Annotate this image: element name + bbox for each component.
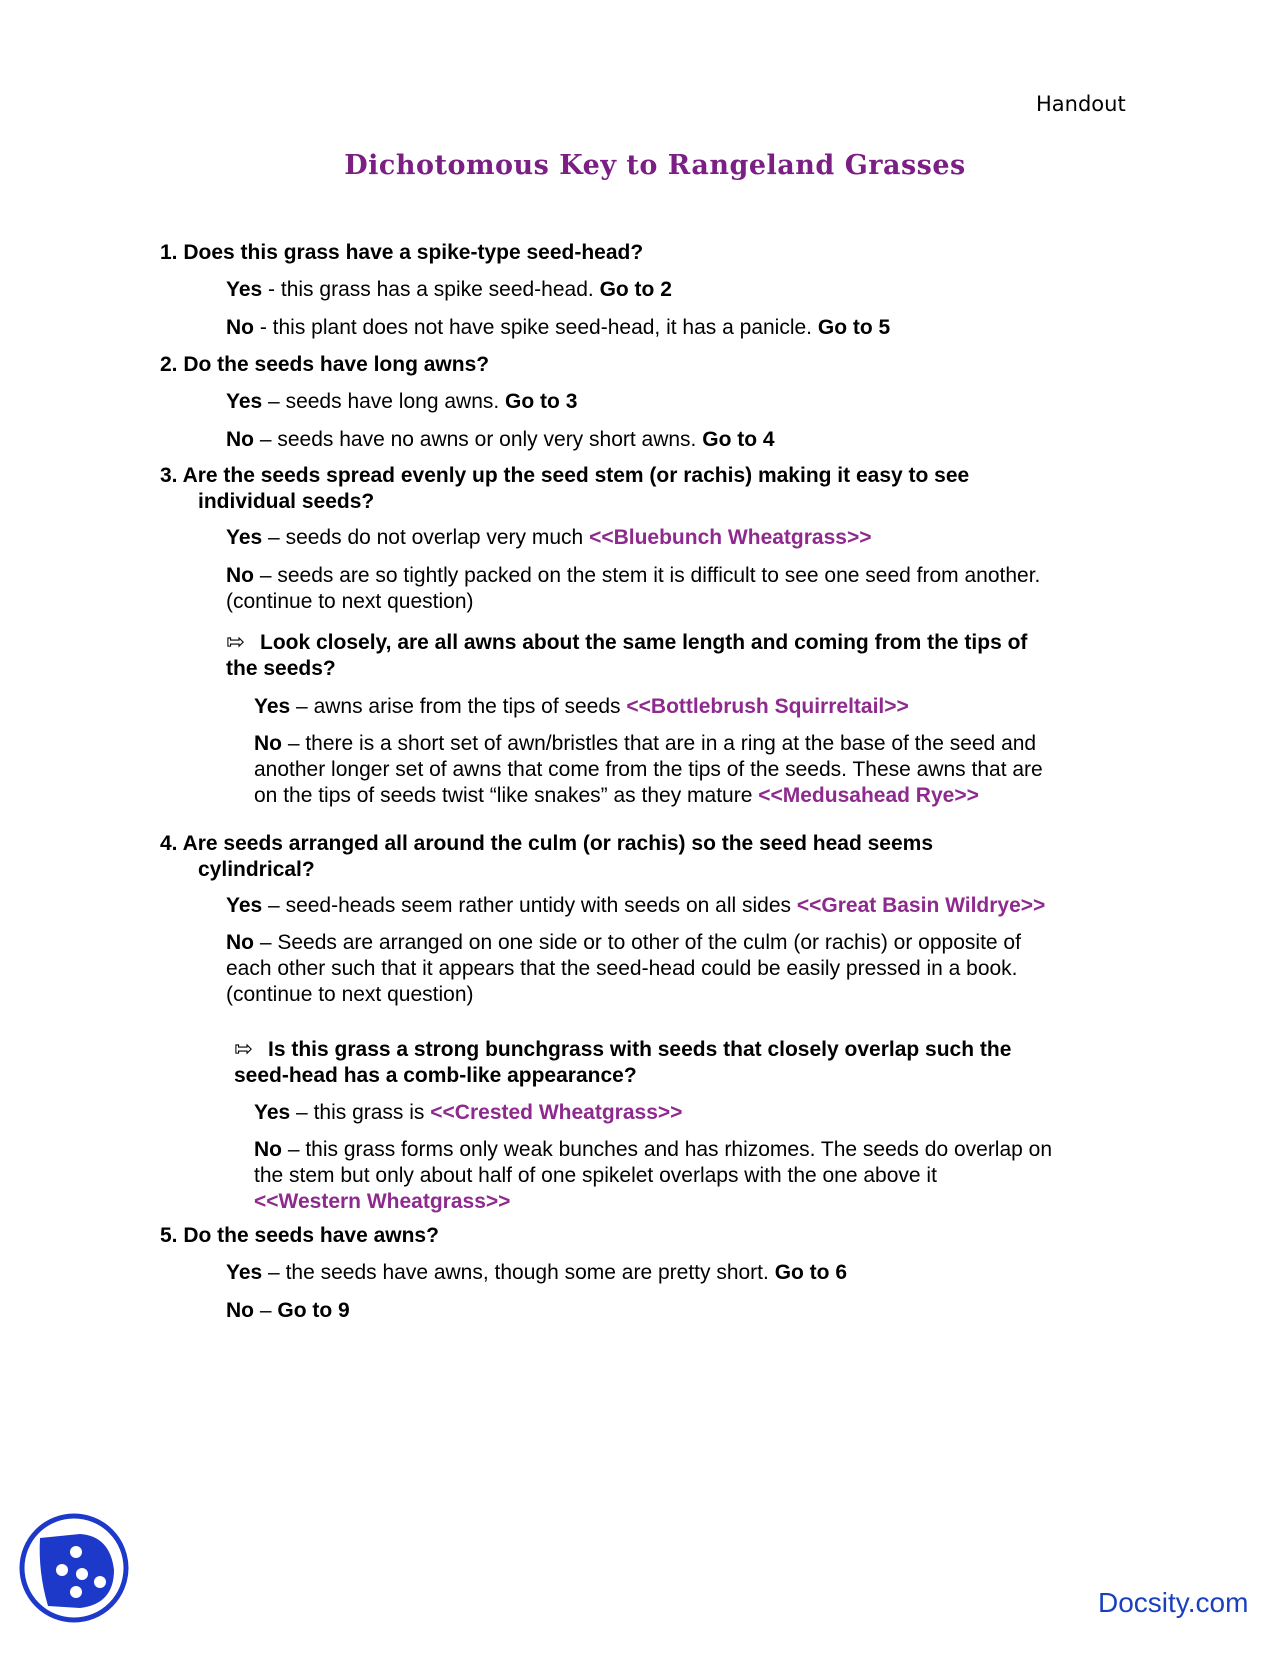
question-line: Look closely, are all awns about the same length and coming from the tips of (260, 631, 1028, 654)
page-title: Dichotomous Key to Rangeland Grasses (344, 150, 966, 181)
q5-yes (226, 1260, 847, 1286)
question-3 (160, 463, 969, 515)
q3-no (226, 563, 1040, 615)
question-line: the seeds? (226, 657, 336, 680)
answer-text: on the tips of seeds twist “like snakes” as they mature (254, 784, 759, 807)
question-2: 2. Do the seeds have long awns? (160, 353, 490, 376)
no-label: No (226, 428, 254, 451)
species-link-bottlebrush: <<Bottlebrush Squirreltail>> (626, 695, 909, 718)
q2-no (226, 427, 775, 453)
question-4 (160, 831, 933, 883)
no-label: No (226, 931, 254, 954)
answer-text: – there is a short set of awn/bristles that are in a ring at the base of the seed and (282, 732, 1037, 755)
goto-text: Go to 3 (505, 390, 578, 413)
question-line: cylindrical? (198, 858, 315, 881)
answer-text: – this grass is (290, 1101, 431, 1124)
no-label: No (226, 564, 254, 587)
answer-text: – (254, 1299, 278, 1322)
answer-text: another longer set of awns that come from the tips of the seeds. These awns that are (254, 758, 1043, 781)
q4-yes (226, 893, 1045, 919)
no-label: No (254, 732, 282, 755)
species-link-western: <<Western Wheatgrass>> (254, 1190, 511, 1213)
question-1: 1. Does this grass have a spike-type seed-head? (160, 241, 644, 264)
species-link-bluebunch: <<Bluebunch Wheatgrass>> (589, 526, 872, 549)
answer-text: – the seeds have awns, though some are pretty short. (262, 1261, 775, 1284)
answer-text: each other such that it appears that the seed-head could be easily pressed in a book. (226, 957, 1018, 980)
yes-label: Yes (226, 526, 263, 549)
yes-label: Yes (254, 1101, 291, 1124)
q3-sub-no (254, 731, 1043, 809)
q3-subquestion (226, 629, 1027, 682)
yes-label: Yes (226, 894, 263, 917)
answer-text: (continue to next question) (226, 983, 474, 1006)
answer-text: – seeds have long awns. (262, 390, 506, 413)
answer-text: – Seeds are arranged on one side or to other of the culm (or rachis) or opposite of (254, 931, 1021, 954)
no-label: No (254, 1138, 282, 1161)
q2-yes (226, 389, 577, 415)
answer-text: - this plant does not have spike seed-head, it has a panicle. (254, 316, 818, 339)
question-5: 5. Do the seeds have awns? (160, 1224, 439, 1247)
answer-text: – seeds are so tightly packed on the stem it is difficult to see one seed from another. (254, 564, 1041, 587)
species-link-great-basin: <<Great Basin Wildrye>> (796, 894, 1046, 917)
goto-text: Go to 9 (277, 1299, 350, 1322)
docsity-brand[interactable]: Docsity.com (1098, 1587, 1249, 1618)
answer-text: - this grass has a spike seed-head. (262, 278, 600, 301)
no-label: No (226, 1299, 254, 1322)
q4-sub-no (254, 1137, 1052, 1215)
answer-text: (continue to next question) (226, 590, 474, 613)
hooked-arrow-icon: ⇰ (226, 629, 245, 654)
yes-label: Yes (226, 278, 263, 301)
species-link-medusahead: <<Medusahead Rye>> (758, 784, 979, 807)
yes-label: Yes (226, 1261, 263, 1284)
species-link-crested: <<Crested Wheatgrass>> (430, 1101, 683, 1124)
yes-label: Yes (254, 695, 291, 718)
q3-sub-yes (254, 694, 909, 720)
goto-text: Go to 5 (817, 316, 891, 339)
q1-yes (226, 277, 672, 303)
question-line: seed-head has a comb-like appearance? (234, 1064, 637, 1087)
goto-text: Go to 2 (599, 278, 672, 301)
q4-no (226, 930, 1021, 1008)
question-line: Is this grass a strong bunchgrass with seeds that closely overlap such the (268, 1038, 1012, 1061)
no-label: No (226, 316, 254, 339)
handout-label: Handout (1036, 92, 1126, 116)
q3-yes (226, 525, 872, 551)
goto-text: Go to 6 (774, 1261, 848, 1284)
docsity-logo-icon (18, 1512, 130, 1624)
q1-no (226, 315, 890, 341)
yes-label: Yes (226, 390, 263, 413)
goto-text: Go to 4 (702, 428, 775, 451)
answer-text: – seeds have no awns or only very short awns. (254, 428, 703, 451)
answer-text: – seed-heads seem rather untidy with seeds on all sides (262, 894, 797, 917)
answer-text: – awns arise from the tips of seeds (290, 695, 627, 718)
question-line: 3. Are the seeds spread evenly up the seed stem (or rachis) making it easy to see (160, 464, 970, 487)
answer-text: – this grass forms only weak bunches and has rhizomes. The seeds do overlap on (282, 1138, 1053, 1161)
question-line: 4. Are seeds arranged all around the culm (or rachis) so the seed head seems (160, 832, 934, 855)
q4-sub-yes (254, 1100, 682, 1126)
hooked-arrow-icon: ⇰ (234, 1036, 253, 1061)
answer-text: – seeds do not overlap very much (262, 526, 590, 549)
q4-subquestion (234, 1036, 1011, 1089)
answer-text: the stem but only about half of one spikelet overlaps with the one above it (254, 1164, 937, 1187)
question-line: individual seeds? (198, 490, 375, 513)
q5-no (226, 1298, 350, 1324)
